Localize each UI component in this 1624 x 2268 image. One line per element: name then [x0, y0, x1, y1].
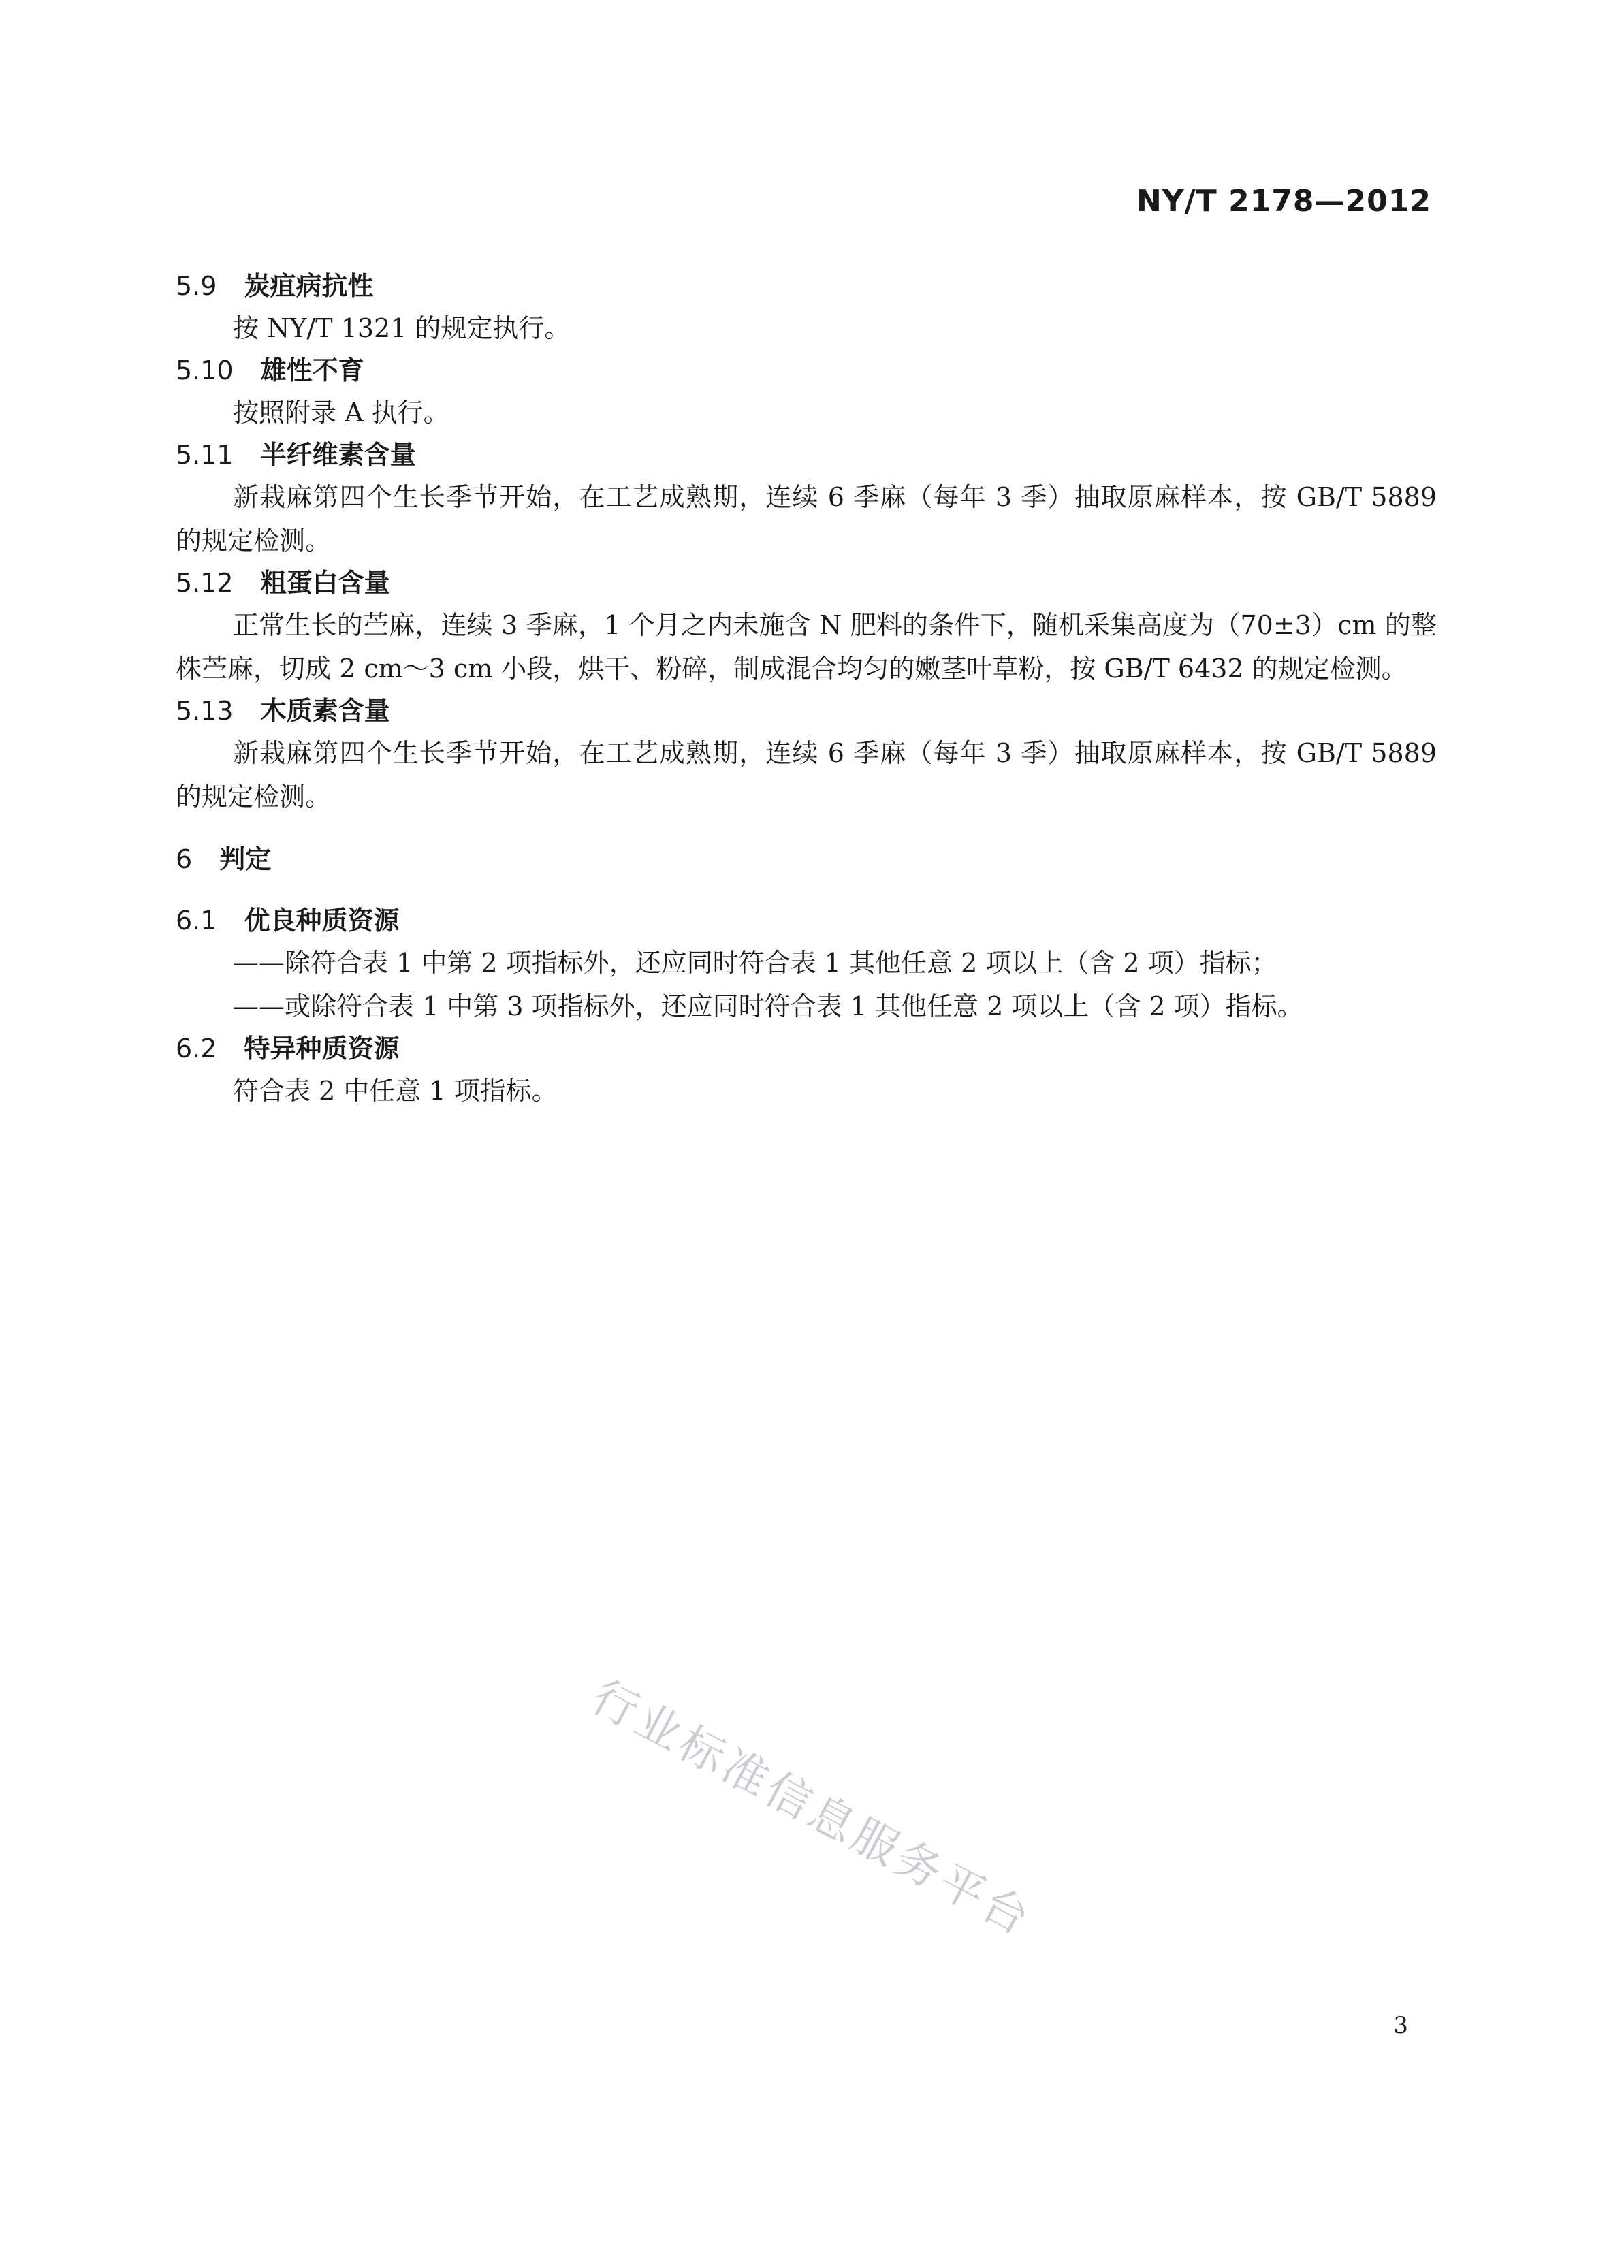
- section-number: 5.10: [176, 355, 234, 385]
- standard-number: NY/T 2178—2012: [1136, 184, 1431, 219]
- chapter-title: 判定: [219, 844, 272, 874]
- section-heading: [176, 690, 1437, 731]
- section-heading: [176, 562, 1437, 603]
- section-paragraph: 新栽麻第四个生长季节开始，在工艺成熟期，连续 6 季麻（每年 3 季）抽取原麻样本，按 GB/T 5889 的规定检测。: [176, 738, 1437, 812]
- section-title: 炭疽病抗性: [244, 271, 374, 301]
- section-heading: [176, 350, 1437, 391]
- section-paragraph: 新栽麻第四个生长季节开始，在工艺成熟期，连续 6 季麻（每年 3 季）抽取原麻样本，按 GB/T 5889 的规定检测。: [176, 482, 1437, 556]
- section-title: 雄性不育: [260, 355, 364, 385]
- section-number: 5.13: [176, 696, 234, 726]
- chapter-number: 6: [176, 844, 193, 874]
- section-paragraph: 符合表 2 中任意 1 项指标。: [233, 1076, 558, 1106]
- section-title: 半纤维素含量: [260, 440, 416, 470]
- section-heading: [176, 1028, 1437, 1069]
- section-heading: [176, 434, 1437, 475]
- section-heading: [176, 266, 1437, 306]
- section-number: 6.1: [176, 906, 217, 936]
- section-number: 5.11: [176, 440, 234, 470]
- section-title: 粗蛋白含量: [260, 568, 390, 598]
- chapter-heading: [176, 839, 1437, 880]
- watermark: 行业标准信息服务平台: [583, 1670, 1041, 1947]
- page-number: 3: [1393, 2012, 1408, 2039]
- section-number: 5.9: [176, 271, 217, 301]
- section-title: 木质素含量: [260, 696, 390, 726]
- section-heading: [176, 900, 1437, 941]
- section-title: 特异种质资源: [244, 1034, 400, 1064]
- document-body: [176, 266, 1437, 1113]
- section-number: 5.12: [176, 568, 234, 598]
- list-item: ——或除符合表 1 中第 3 项指标外，还应同时符合表 1 其他任意 2 项以上（含 2 项）指标。: [233, 991, 1303, 1021]
- section-paragraph: 按照附录 A 执行。: [233, 398, 449, 428]
- section-title: 优良种质资源: [244, 906, 400, 936]
- list-item: ——除符合表 1 中第 2 项指标外，还应同时符合表 1 其他任意 2 项以上（含 2 项）指标；: [233, 948, 1277, 978]
- section-number: 6.2: [176, 1034, 217, 1064]
- section-paragraph: 按 NY/T 1321 的规定执行。: [233, 313, 571, 343]
- section-paragraph: 正常生长的苎麻，连续 3 季麻，1 个月之内未施含 N 肥料的条件下，随机采集高度为（70±3）cm 的整株苎麻，切成 2 cm～3 cm 小段，烘干、粉碎，制成混合均匀的嫩茎叶草粉，按 GB/T 6432 的规定检测。: [176, 610, 1437, 684]
